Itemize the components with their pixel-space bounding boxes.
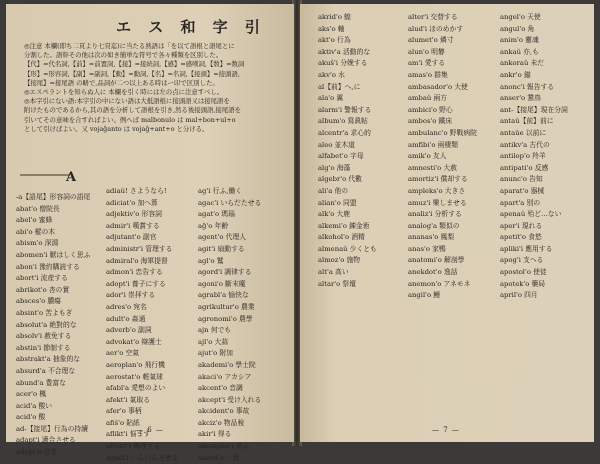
dictionary-entry: anemon'o アネモネ <box>408 279 471 288</box>
dictionary-entry: agrikultur'o 農業 <box>198 302 255 311</box>
dictionary-entry: -a【語尾】形容詞の語尾 <box>16 193 91 201</box>
dictionary-entry: ankr'o 錨 <box>500 70 531 79</box>
dictionary-entry: akir'i 得る <box>198 430 232 439</box>
dictionary-entry: apliki'i 應用する <box>500 244 553 253</box>
entry-column <box>198 186 261 464</box>
dictionary-entry: album'o 寫眞帖 <box>318 117 368 126</box>
dictionary-entry: akcident'o 事故 <box>198 407 250 416</box>
dictionary-entry: anser'o 鵞鳥 <box>500 94 541 103</box>
dictionary-entry: abund'a 豊富な <box>16 378 66 387</box>
dictionary-entry: akuŝ'i 分娩する <box>318 59 368 68</box>
entry-column <box>16 192 90 459</box>
dictionary-entry: adres'o 宛名 <box>106 302 147 311</box>
dictionary-entry: akciz'o 物品稅 <box>198 418 245 427</box>
dictionary-entry: amik'o 友人 <box>408 152 447 161</box>
dictionary-entry: aflikt'i 悩ます <box>106 430 151 439</box>
dictionary-entry: afekt'i 氣取る <box>106 395 151 404</box>
dictionary-entry: ankoraŭ 未だ <box>500 59 545 68</box>
dictionary-entry: amortiz'i 償却する <box>408 175 468 184</box>
dictionary-entry: admir'i 嘆賞する <box>106 221 160 230</box>
dictionary-entry: ambulanc'o 野戰病院 <box>408 128 477 137</box>
dictionary-entry: alk'o 大鹿 <box>318 210 351 219</box>
dictionary-entry: agronomi'o 農學 <box>198 314 253 323</box>
dictionary-entry: agac'i いらだたせる <box>198 198 262 207</box>
dictionary-entry: alun'o 明礬 <box>408 47 445 56</box>
dictionary-entry: antikv'a 古代の <box>500 140 550 149</box>
dictionary-entry: antilop'o 羚羊 <box>500 152 546 161</box>
dictionary-entry: akompan'i 伴ふ <box>198 442 250 451</box>
dictionary-entry: apetit'o 食慾 <box>500 233 542 242</box>
page-title: エ ス 和 字 引 <box>116 18 266 36</box>
dictionary-entry: anatomi'o 解剖學 <box>408 256 465 265</box>
dictionary-entry: akv'o 水 <box>318 70 345 79</box>
dictionary-entry: abomen'i 厭はしく思ふ <box>16 250 91 259</box>
intro-line: 引いてその意味を合すればよい。例へば malbonulo は mal+bon+ul+o <box>24 115 236 124</box>
dictionary-entry: aeroplan'o 飛行機 <box>106 360 165 369</box>
dictionary-entry: agoni'o 斷末魔 <box>198 279 246 288</box>
dictionary-entry: adept'o 信者 <box>16 448 58 457</box>
dictionary-entry: abort'i 流産する <box>16 274 68 283</box>
dictionary-entry: agord'i 調律する <box>198 268 252 277</box>
dictionary-entry: april'o 四月 <box>500 291 538 300</box>
dictionary-entry: adapt'i 適合させる <box>16 436 76 445</box>
dictionary-entry: analiz'i 分析する <box>408 210 462 219</box>
dictionary-entry: aer'o 空氣 <box>106 349 140 358</box>
left-page <box>6 4 294 462</box>
dictionary-entry: anonc'i 報告する <box>500 82 555 91</box>
page-number: — 7 — <box>432 426 460 434</box>
dictionary-entry: alkemi'o 錬金術 <box>318 221 370 230</box>
dictionary-entry: antipati'o 反感 <box>500 163 549 172</box>
dictionary-entry: alud'i ほのめかす <box>408 24 464 33</box>
dictionary-entry: aks'o 軸 <box>318 24 345 33</box>
dictionary-entry: apenaŭ 殆ど…ない <box>500 210 562 219</box>
section-letter: A <box>66 170 77 185</box>
dictionary-entry: ananas'o 鳳梨 <box>408 233 455 242</box>
dictionary-entry: adverb'o 副詞 <box>106 326 152 335</box>
intro-line: ◎注意 本欄(即ち二頁より七頁迄)に当たる熟語は「を以て語根と語尾とに <box>24 42 235 50</box>
intro-line: ◎エスペラントを知らぬ人に 本欄を引く時には左の点に注意すべし。 <box>24 88 224 97</box>
dictionary-entry: agaci'i いらいらさせる <box>106 453 179 462</box>
dictionary-entry: ajn 何でも <box>198 326 232 335</box>
dictionary-entry: adjutant'o 副官 <box>106 233 157 242</box>
dictionary-entry: akt'o 行為 <box>318 36 351 45</box>
dictionary-entry: ambos'o 鐵床 <box>408 117 453 126</box>
dictionary-entry: abat'o 僧院長 <box>16 204 60 213</box>
dictionary-entry: almoz'o 施物 <box>318 256 361 265</box>
dictionary-entry: admon'i 忠告する <box>106 268 163 277</box>
dictionary-entry: akrid'o 蝗 <box>318 13 351 21</box>
dictionary-entry: aerostat'o 輕氣球 <box>106 372 163 381</box>
dictionary-entry: apog'i 支へる <box>500 256 544 265</box>
dictionary-entry: anunc'o 告知 <box>500 175 543 184</box>
dictionary-entry: ag'i 行ふ,働く <box>198 187 242 195</box>
dictionary-entry: akord'o 一致 <box>198 453 240 462</box>
dictionary-entry: agat'o 瑪瑙 <box>198 210 235 219</box>
dictionary-entry: abstin'i 節制する <box>16 343 71 352</box>
dictionary-entry: apotek'o 藥局 <box>500 279 546 288</box>
dictionary-entry: absces'o 膿瘍 <box>16 297 61 306</box>
dictionary-entry: ambici'o 野心 <box>408 105 453 114</box>
dictionary-entry: antaŭ【前】前に <box>500 117 554 126</box>
intro-line: 【代】=代名詞,【前】=前置詞,【接】=接続詞,【感】=感嘆詞,【数】=数詞 <box>24 60 245 69</box>
dictionary-entry: afront'i 侮辱する <box>106 442 161 451</box>
dictionary-entry: algebr'o 代數 <box>318 175 362 184</box>
dictionary-entry: ali'a 他の <box>318 186 349 195</box>
dictionary-entry: angel'o 天使 <box>500 13 541 21</box>
dictionary-entry: alkohol'o 酒精 <box>318 233 365 242</box>
dictionary-entry: adult'o 姦通 <box>106 314 146 323</box>
intro-notes <box>24 42 290 134</box>
dictionary-entry: ampleks'o 大きさ <box>408 186 466 195</box>
dictionary-entry: agl'o 鷲 <box>198 256 224 265</box>
entry-column <box>408 12 477 302</box>
dictionary-entry: al【前】へ,に <box>318 82 361 91</box>
dictionary-entry: aĝ'o 年齢 <box>198 221 229 230</box>
dictionary-entry: angil'o 鰻 <box>408 291 441 300</box>
dictionary-entry: abel'o 蜜蜂 <box>16 216 53 225</box>
dictionary-entry: aper'i 現れる <box>500 221 543 230</box>
dictionary-entry: anas'o 家鴨 <box>408 244 446 253</box>
dictionary-entry: acid'o 酸 <box>16 413 46 422</box>
dictionary-entry: aparat'o 器械 <box>500 186 545 195</box>
dictionary-entry: ad-【接尾】行為の持續 <box>16 424 88 433</box>
dictionary-entry: alg'o 海藻 <box>318 163 351 172</box>
dictionary-entry: am'i 愛する <box>408 59 446 68</box>
dictionary-entry: adiciat'o 加へ算 <box>106 198 158 207</box>
dictionary-entry: alarm'i 警報する <box>318 105 372 114</box>
dictionary-entry: ajut'o 附加 <box>198 349 233 358</box>
dictionary-entry: absurd'a 不合理な <box>16 366 76 375</box>
dictionary-entry: adjektiv'o 形容詞 <box>106 210 162 219</box>
dictionary-entry: adiaŭ! さようなら! <box>106 187 167 195</box>
intro-line: 分割した。語幹その他は次の如き簡単な符号で各々種類を区別した。 <box>24 51 223 60</box>
dictionary-entry: aktiv'a 活動的な <box>318 47 371 56</box>
dictionary-entry: abi'o 樅の木 <box>16 227 56 236</box>
dictionary-entry: afer'o 事柄 <box>106 407 142 416</box>
dictionary-entry: ankaŭ 亦,も <box>500 47 539 56</box>
right-page <box>300 4 594 442</box>
dictionary-entry: amuz'i 樂しませる <box>408 198 467 207</box>
dictionary-entry: alfabet'o 字母 <box>318 152 364 161</box>
dictionary-entry: anim'o 靈魂 <box>500 36 539 45</box>
dictionary-entry: akaci'o アカシア <box>198 372 252 381</box>
dictionary-entry: agent'o 代理人 <box>198 233 247 242</box>
dictionary-entry: afiŝ'o 貼紙 <box>106 418 140 427</box>
dictionary-entry: akcent'o 音調 <box>198 384 243 393</box>
dictionary-entry: adopt'i 養子にする <box>106 279 166 288</box>
section-rule <box>20 174 70 176</box>
dictionary-entry: abstrakt'a 抽象的な <box>16 355 81 364</box>
page-number: — 6 — <box>136 426 164 434</box>
intro-line: として引けばよい。又 vojaĝanto は vojaĝ+ant+o と分ける。 <box>24 124 209 133</box>
dictionary-entry: absolut'a 絶對的な <box>16 320 77 329</box>
dictionary-entry: abism'o 深淵 <box>16 239 59 248</box>
dictionary-entry: ador'i 崇拝する <box>106 291 156 300</box>
dictionary-entry: alter'i 交替する <box>408 13 458 21</box>
dictionary-entry: abon'i 豫約購読する <box>16 262 80 271</box>
intro-line: 附けたものであるから,其の語を分析して語根を引き,然る後接頭語,接尾語を <box>24 106 241 115</box>
dictionary-entry: analog'a 類似の <box>408 221 460 230</box>
dictionary-entry: apostol'o 使徒 <box>500 268 547 277</box>
dictionary-entry: ala'o 翼 <box>318 94 344 103</box>
dictionary-entry: alian'o 同盟 <box>318 198 357 207</box>
dictionary-entry: akademi'o 學士院 <box>198 360 256 369</box>
dictionary-entry: ambaŭ 兩方 <box>408 94 448 103</box>
dictionary-entry: agrabl'a 愉快な <box>198 291 249 300</box>
dictionary-entry: agit'i 扇動する <box>198 244 245 253</box>
dictionary-entry: administr'i 管理する <box>106 244 173 253</box>
intro-line: ◎本字引にない語:本字引の中にない語は大抵語根に接頭語又は接尾語を <box>24 97 230 106</box>
dictionary-entry: acid'a 酸い <box>16 401 53 410</box>
dictionary-entry: alumet'o 燐寸 <box>408 36 454 45</box>
dictionary-entry: admiral'o 海軍提督 <box>106 256 168 265</box>
dictionary-entry: antaŭe 以前に <box>500 128 547 137</box>
dictionary-entry: acer'o 楓 <box>16 390 47 399</box>
dictionary-entry: apart'a 別の <box>500 198 541 207</box>
dictionary-entry: anekdot'o 逸話 <box>408 268 458 277</box>
dictionary-entry: amnesti'o 大赦 <box>408 163 458 172</box>
dictionary-entry: advokat'o 辯護士 <box>106 337 162 346</box>
dictionary-entry: aleo 並木道 <box>318 140 355 149</box>
dictionary-entry: afabl'a 愛想のよい <box>106 384 166 393</box>
dictionary-entry: amas'o 群集 <box>408 70 448 79</box>
dictionary-entry: abrikot'o 杏の實 <box>16 285 70 294</box>
entry-column <box>318 12 377 290</box>
dictionary-entry: ajl'o 大蒜 <box>198 337 229 346</box>
entry-column <box>500 12 568 302</box>
dictionary-entry: angul'o 角 <box>500 24 535 33</box>
dictionary-entry: absint'o 苦よもぎ <box>16 308 73 317</box>
dictionary-entry: altar'o 祭壇 <box>318 279 356 288</box>
dictionary-entry: ambasador'o 大使 <box>408 82 468 91</box>
dictionary-entry: alcentr'a 求心的 <box>318 128 371 137</box>
dictionary-entry: absolv'i 赦免する <box>16 332 72 341</box>
entry-column <box>106 186 178 464</box>
dictionary-entry: alt'a 高い <box>318 268 349 277</box>
dictionary-entry: almenaŭ 少くとも <box>318 244 377 253</box>
dictionary-entry: ant-【接尾】現在分詞 <box>500 105 568 114</box>
dictionary-entry: akcept'i 受け入れる <box>198 395 262 404</box>
intro-line: 【形】=形容詞,【副】=副詞,【動】=動詞,【名】=名詞,【接頭】=接頭語, <box>24 69 240 78</box>
intro-line: 【接尾】=接尾語 の略で,品詞が二つ以上ある時はー印で区別した。 <box>24 78 219 87</box>
dictionary-entry: amfibi'o 兩棲類 <box>408 140 459 149</box>
